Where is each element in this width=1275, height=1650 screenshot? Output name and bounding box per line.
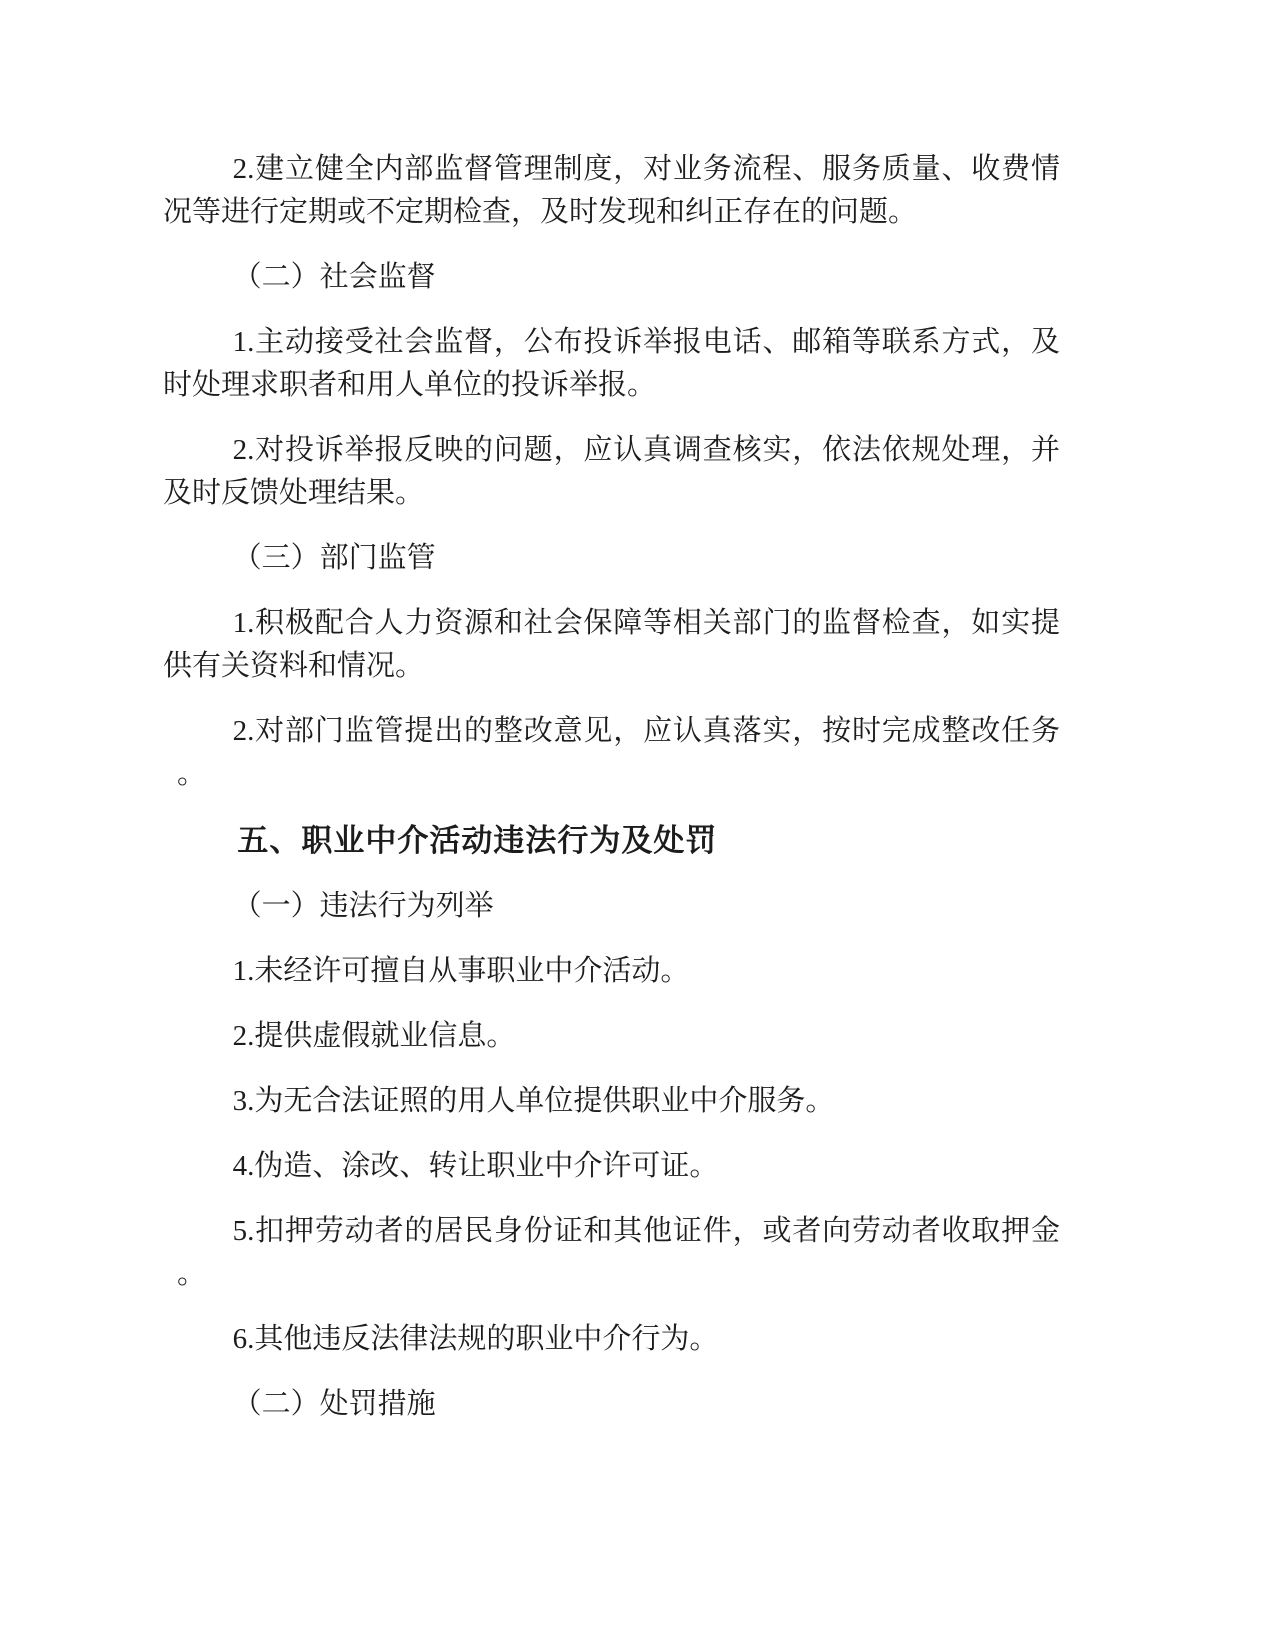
text-line: 况等进行定期或不定期检查，及时发现和纠正存在的问题。 xyxy=(163,196,918,228)
text-line: 五、职业中介活动违法行为及处罚 xyxy=(237,823,718,858)
paragraph xyxy=(163,537,1060,580)
text-line: （三）部门监管 xyxy=(232,542,436,574)
text-line: 2.建立健全内部监督管理制度，对业务流程、服务质量、收费情 xyxy=(232,153,1060,185)
paragraph xyxy=(163,885,1060,928)
paragraph xyxy=(163,321,1060,407)
text-line: 6.其他违反法律法规的职业中介行为。 xyxy=(232,1323,719,1355)
paragraph xyxy=(163,148,1060,234)
text-line: （二）社会监督 xyxy=(232,261,436,293)
text-line: 供有关资料和情况。 xyxy=(163,650,425,682)
paragraph xyxy=(163,710,1060,796)
text-line: 1.主动接受社会监督，公布投诉举报电话、邮箱等联系方式，及 xyxy=(232,326,1060,358)
paragraph xyxy=(163,1318,1060,1361)
text-line: 。 xyxy=(177,758,207,790)
section-heading xyxy=(163,818,1060,863)
text-line: （一）违法行为列举 xyxy=(232,890,494,922)
text-line: 2.对投诉举报反映的问题，应认真调查核实，依法依规处理，并 xyxy=(232,434,1060,466)
paragraph xyxy=(163,1080,1060,1123)
paragraph xyxy=(163,602,1060,688)
paragraph xyxy=(163,1145,1060,1188)
text-line: （二）处罚措施 xyxy=(232,1388,436,1420)
text-line: 4.伪造、涂改、转让职业中介许可证。 xyxy=(232,1150,719,1182)
paragraph xyxy=(163,1015,1060,1058)
text-line: 。 xyxy=(177,1258,207,1290)
paragraph xyxy=(163,1383,1060,1426)
text-line: 3.为无合法证照的用人单位提供职业中介服务。 xyxy=(232,1085,835,1117)
text-line: 1.未经许可擅自从事职业中介活动。 xyxy=(232,955,690,987)
paragraph xyxy=(163,950,1060,993)
text-line: 1.积极配合人力资源和社会保障等相关部门的监督检查，如实提 xyxy=(232,607,1060,639)
paragraph xyxy=(163,256,1060,299)
document-content xyxy=(163,148,1060,1448)
text-line: 2.提供虚假就业信息。 xyxy=(232,1020,516,1052)
text-line: 及时反馈处理结果。 xyxy=(163,477,425,509)
text-line: 时处理求职者和用人单位的投诉举报。 xyxy=(163,369,657,401)
text-line: 2.对部门监管提出的整改意见，应认真落实，按时完成整改任务 xyxy=(232,715,1060,747)
paragraph xyxy=(163,429,1060,515)
text-line: 5.扣押劳动者的居民身份证和其他证件，或者向劳动者收取押金 xyxy=(232,1215,1060,1247)
paragraph xyxy=(163,1210,1060,1296)
